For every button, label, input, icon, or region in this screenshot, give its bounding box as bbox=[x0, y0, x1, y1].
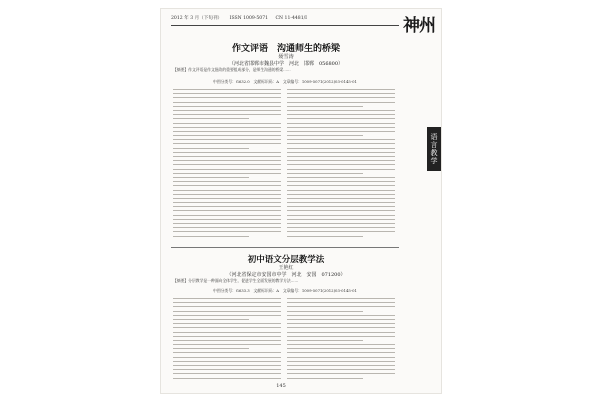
article-abstract: 【摘要】作文评语是作文批改的重要组成部分，是师生沟通的桥梁…… bbox=[173, 67, 291, 72]
header-rule bbox=[171, 25, 399, 26]
section-tab: 语言教学 bbox=[427, 127, 441, 171]
text-column-right bbox=[287, 89, 395, 240]
article-classification: 中图分类号：G632.0 文献标识码：A 文章编号：1009-5071(2012)03-0145-01 bbox=[213, 79, 357, 84]
article-author: 王艳红 bbox=[278, 265, 294, 271]
article-title: 作文评语 沟通师生的桥梁 bbox=[231, 44, 340, 54]
cn-number: CN 11-4481/I bbox=[275, 16, 307, 21]
article-classification: 中图分类号：G633.3 文献标识码：A 文章编号：1009-5071(2012)03-0145-01 bbox=[213, 288, 357, 293]
article-title: 初中语文分层教学法 bbox=[247, 255, 325, 265]
journal-logo: 神州 bbox=[403, 16, 435, 36]
text-column-right bbox=[287, 298, 395, 382]
journal-page bbox=[160, 8, 442, 394]
journal-date: 2012 年 3 月（下旬刊） bbox=[171, 16, 223, 21]
text-column-left bbox=[173, 298, 281, 382]
running-header bbox=[171, 15, 393, 25]
page-number: 145 bbox=[276, 383, 286, 389]
article-affiliation: （河北省保定市安国市中学 河北 安国 071200） bbox=[226, 272, 346, 278]
issn: ISSN 1009-5071 bbox=[229, 16, 269, 21]
text-column-left bbox=[173, 89, 281, 240]
article-affiliation: （河北省邯郸市魏县中学 河北 邯郸 056800） bbox=[228, 61, 344, 67]
article-separator bbox=[171, 247, 399, 248]
article-author: 聂雪涛 bbox=[278, 54, 294, 60]
article-abstract: 【摘要】分层教学是一种面向全体学生、促进学生全面发展的教学方法…… bbox=[173, 278, 299, 283]
